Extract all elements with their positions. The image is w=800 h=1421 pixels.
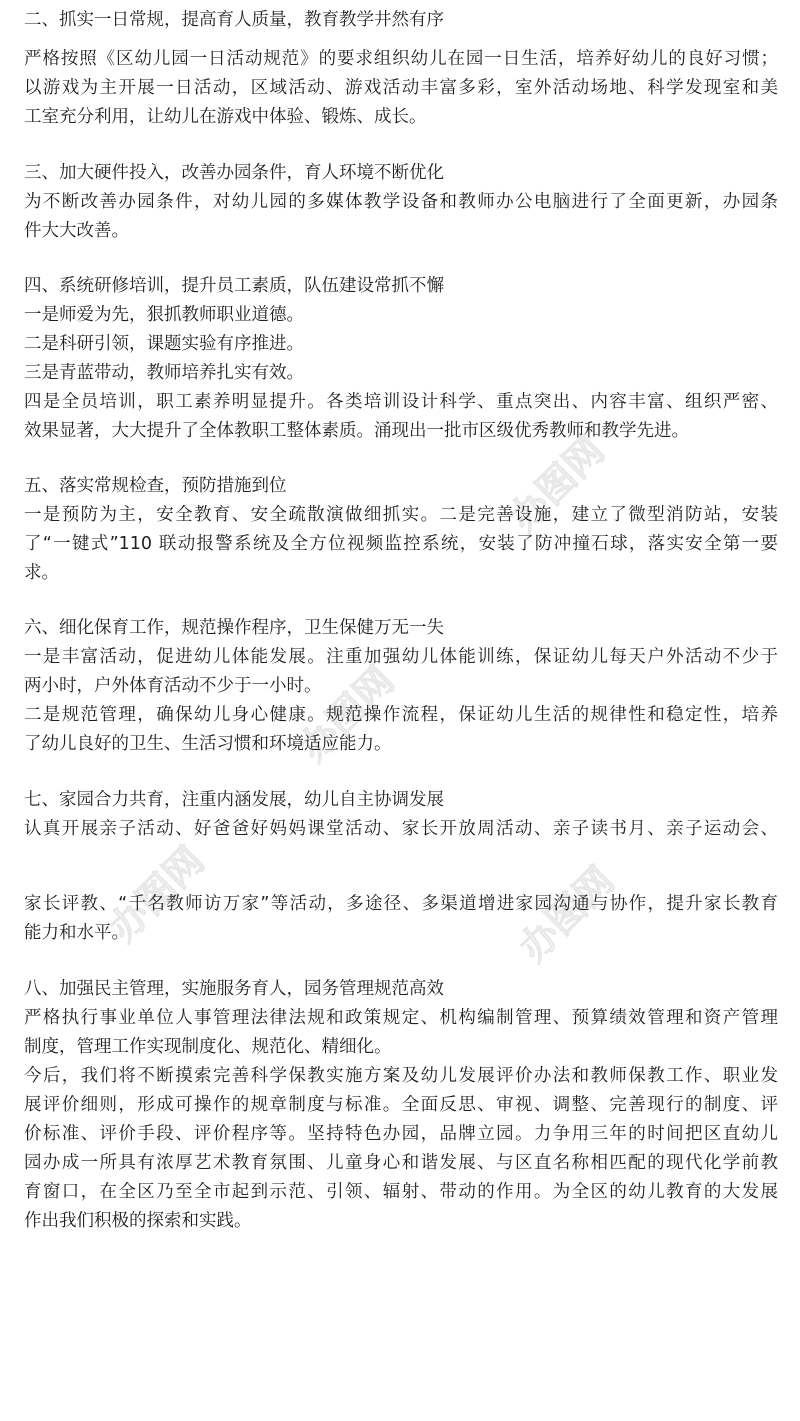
paragraph-line: 展评价细则，形成可操作的规章制度与标准。全面反思、审视、调整、完善现行的制度、评 — [24, 1095, 778, 1115]
paragraph-line: 工室充分利用，让幼儿在游戏中体验、锻炼、成长。 — [24, 107, 427, 127]
paragraph-line: 认真开展亲子活动、好爸爸好妈妈课堂活动、家长开放周活动、亲子读书月、亲子运动会、 — [24, 819, 778, 839]
paragraph-line: 为不断改善办园条件，对幼儿园的多媒体教学设备和教师办公电脑进行了全面更新，办园条 — [24, 192, 778, 212]
paragraph-line: 制度，管理工作实现制度化、规范化、精细化。 — [24, 1037, 392, 1057]
paragraph-line: 今后，我们将不断摸索完善科学保教实施方案及幼儿发展评价办法和教师保教工作、职业发 — [24, 1066, 778, 1086]
section-heading-6: 六、细化保育工作，规范操作程序，卫生保健万无一失 — [24, 618, 444, 638]
section-heading-4: 四、系统研修培训，提升员工素质，队伍建设常抓不懈 — [24, 276, 444, 296]
watermark: 办图网 — [510, 858, 623, 971]
section-heading-7: 七、家园合力共育，注重内涵发展，幼儿自主协调发展 — [24, 790, 444, 810]
paragraph-line: 作出我们积极的探索和实践。 — [24, 1211, 252, 1231]
paragraph-line: 育窗口，在全区乃至全市起到示范、引领、辐射、带动的作用。为全区的幼儿教育的大发展 — [24, 1182, 778, 1202]
paragraph-line: 以游戏为主开展一日活动，区域活动、游戏活动丰富多彩，室外活动场地、科学发现室和美 — [24, 78, 778, 98]
watermark: 办图网 — [500, 428, 613, 541]
paragraph-line: 两小时，户外体育活动不少于一小时。 — [24, 676, 322, 696]
paragraph-line: 价标准、评价手段、评价程序等。坚持特色办园，品牌立园。力争用三年的时间把区直幼儿 — [24, 1124, 778, 1144]
paragraph-line: 二是科研引领，课题实验有序推进。 — [24, 334, 304, 354]
watermark: 办图网 — [290, 658, 403, 771]
paragraph-line: 四是全员培训，职工素养明显提升。各类培训设计科学、重点突出、内容丰富、组织严密、 — [24, 392, 778, 412]
section-heading-5: 五、落实常规检查，预防措施到位 — [24, 476, 287, 496]
paragraph-line: 严格按照《区幼儿园一日活动规范》的要求组织幼儿在园一日生活，培养好幼儿的良好习惯； — [24, 49, 778, 69]
section-heading-2: 二、抓实一日常规，提高育人质量，教育教学井然有序 — [24, 10, 444, 30]
paragraph-line: 了幼儿良好的卫生、生活习惯和环境适应能力。 — [24, 734, 392, 754]
paragraph-line: 能力和水平。 — [24, 923, 129, 943]
paragraph-line: 一是师爱为先，狠抓教师职业道德。 — [24, 305, 304, 325]
paragraph-line: 一是预防为主，安全教育、安全疏散演做细抓实。二是完善设施，建立了微型消防站，安装 — [24, 505, 778, 525]
section-heading-8: 八、加强民主管理，实施服务育人，园务管理规范高效 — [24, 979, 444, 999]
paragraph-line: 严格执行事业单位人事管理法律法规和政策规定、机构编制管理、预算绩效管理和资产管理 — [24, 1008, 778, 1028]
paragraph-line: 一是丰富活动，促进幼儿体能发展。注重加强幼儿体能训练，保证幼儿每天户外活动不少于 — [24, 647, 778, 667]
paragraph-line: 求。 — [24, 563, 59, 583]
paragraph-line: 件大大改善。 — [24, 221, 129, 241]
paragraph-line: 了“一键式”110 联动报警系统及全方位视频监控系统，安装了防冲撞石球，落实安全第一要 — [24, 534, 778, 554]
section-heading-3: 三、加大硬件投入，改善办园条件，育人环境不断优化 — [24, 163, 444, 183]
paragraph-line: 家长评教、“千名教师访万家”等活动，多途径、多渠道增进家园沟通与协作，提升家长教育 — [24, 894, 778, 914]
paragraph-line: 园办成一所具有浓厚艺术教育氛围、儿童身心和谐发展、与区直名称相匹配的现代化学前教 — [24, 1153, 778, 1173]
watermark: 办图网 — [100, 838, 213, 951]
paragraph-line: 三是青蓝带动，教师培养扎实有效。 — [24, 363, 304, 383]
paragraph-line: 效果显著，大大提升了全体教职工整体素质。涌现出一批市区级优秀教师和教学先进。 — [24, 421, 689, 441]
paragraph-line: 二是规范管理，确保幼儿身心健康。规范操作流程，保证幼儿生活的规律性和稳定性，培养 — [24, 705, 778, 725]
